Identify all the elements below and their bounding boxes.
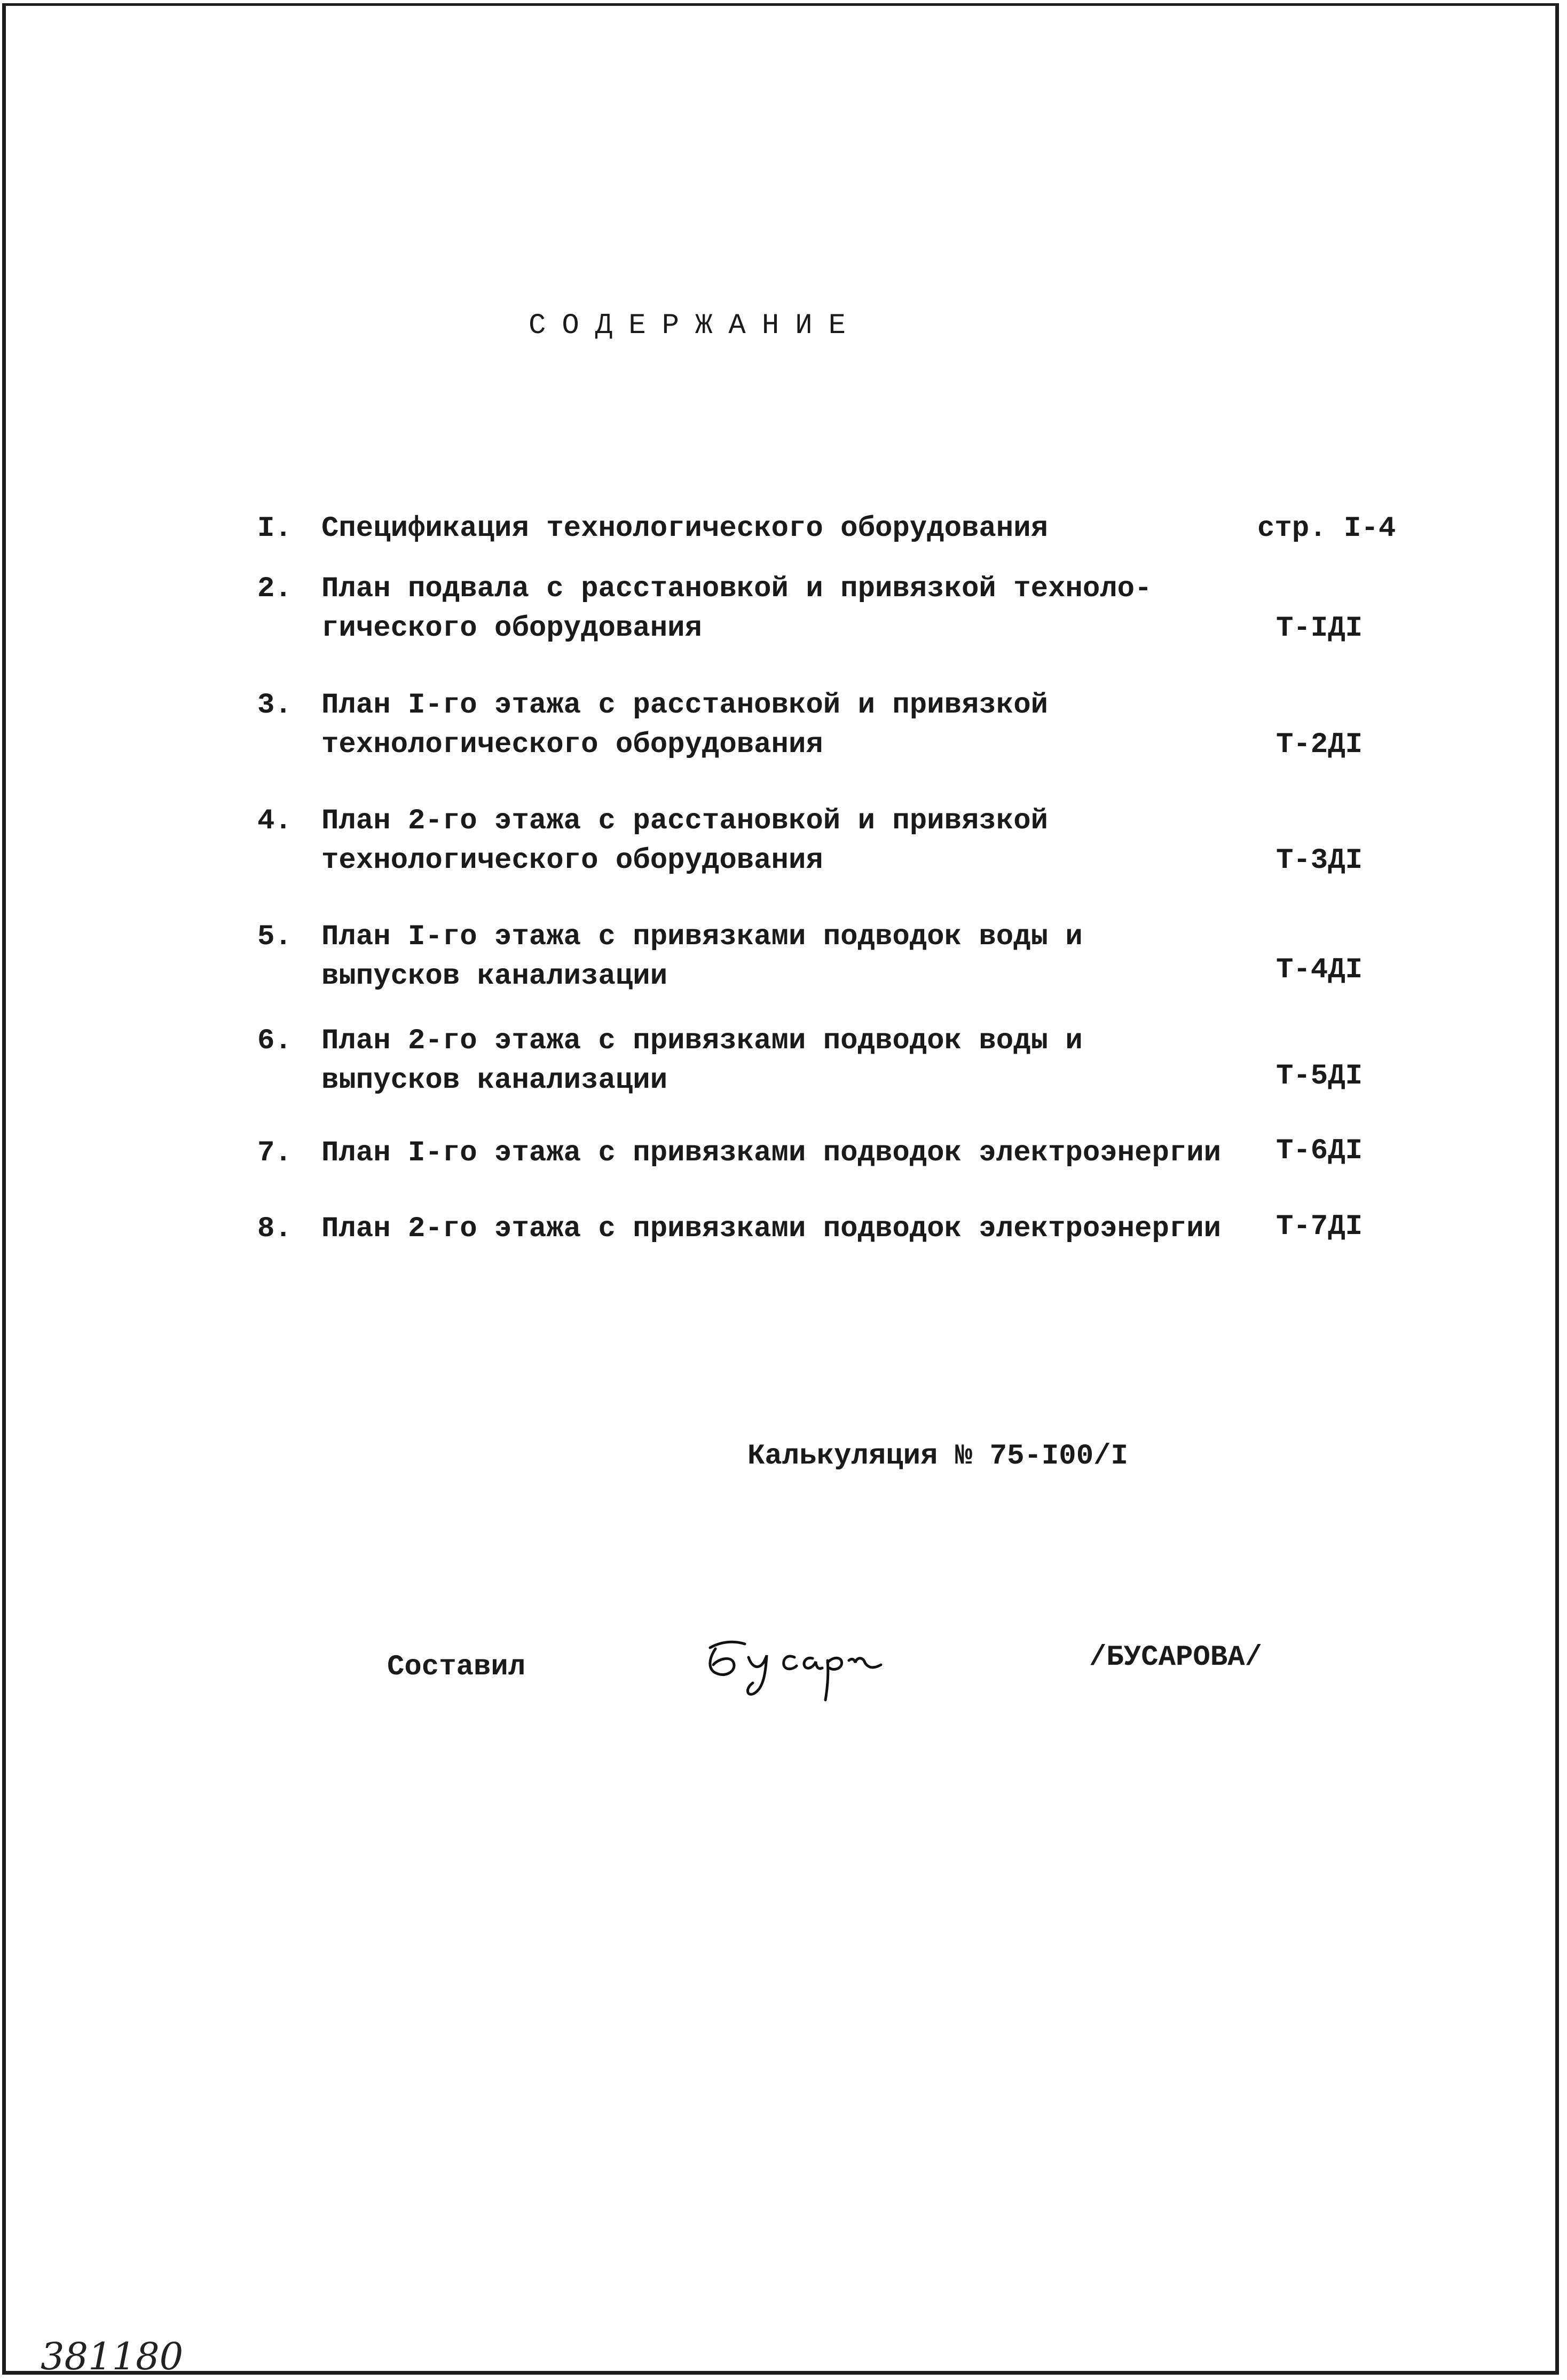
toc-item-text: План I-го этажа с привязками подводок воды и: [321, 921, 1083, 953]
toc-item-ref: Т-6ДI: [1276, 1135, 1363, 1167]
toc-item-text: План I-го этажа с привязками подводок электроэнергии: [321, 1137, 1222, 1169]
toc-item-ref: Т-IДI: [1276, 612, 1363, 645]
toc-item-number: 6.: [257, 1025, 292, 1057]
toc-item-number: 2.: [257, 573, 292, 605]
toc-item-text: технологического оборудования: [321, 729, 823, 761]
toc-item-number: I.: [257, 512, 292, 545]
composed-by-label: Составил: [387, 1651, 526, 1683]
toc-item-ref: Т-3ДI: [1276, 844, 1363, 877]
toc-item-text: План 2-го этажа с расстановкой и привязкой: [321, 805, 1049, 837]
toc-item-text: План I-го этажа с расстановкой и привязкой: [321, 689, 1049, 722]
toc-item-ref: Т-5ДI: [1276, 1060, 1363, 1093]
document-title: СОДЕРЖАНИЕ: [529, 310, 862, 342]
toc-item-text: выпусков канализации: [321, 1064, 668, 1097]
toc-item-number: 3.: [257, 689, 292, 722]
toc-item-text: План 2-го этажа с привязками подводок электроэнергии: [321, 1213, 1222, 1245]
toc-item-text: Спецификация технологического оборудования: [321, 512, 1049, 545]
toc-item-number: 7.: [257, 1137, 292, 1169]
handwritten-archive-number: [37, 2330, 184, 2378]
toc-item-text: технологического оборудования: [321, 844, 823, 877]
toc-item-ref: Т-4ДI: [1276, 954, 1363, 986]
toc-item-number: 4.: [257, 805, 292, 837]
toc-item-number: 8.: [257, 1213, 292, 1245]
archive-number-text: 381180: [41, 2335, 184, 2378]
toc-item-ref: стр. I-4: [1257, 512, 1396, 545]
toc-item-number: 5.: [257, 921, 292, 953]
toc-item-text: гического оборудования: [321, 612, 702, 645]
page-frame: [2, 3, 1559, 2375]
composer-name: /БУСАРОВА/: [1089, 1641, 1263, 1674]
toc-item-ref: Т-2ДI: [1276, 729, 1363, 761]
toc-item-text: выпусков канализации: [321, 960, 668, 993]
toc-item-ref: Т-7ДI: [1276, 1211, 1363, 1243]
handwritten-signature: [694, 1625, 908, 1716]
toc-item-text: План 2-го этажа с привязками подводок воды и: [321, 1025, 1083, 1057]
toc-item-text: План подвала с расстановкой и привязкой техноло-: [321, 573, 1152, 605]
calculation-number: Калькуляция № 75-I00/I: [747, 1440, 1128, 1473]
